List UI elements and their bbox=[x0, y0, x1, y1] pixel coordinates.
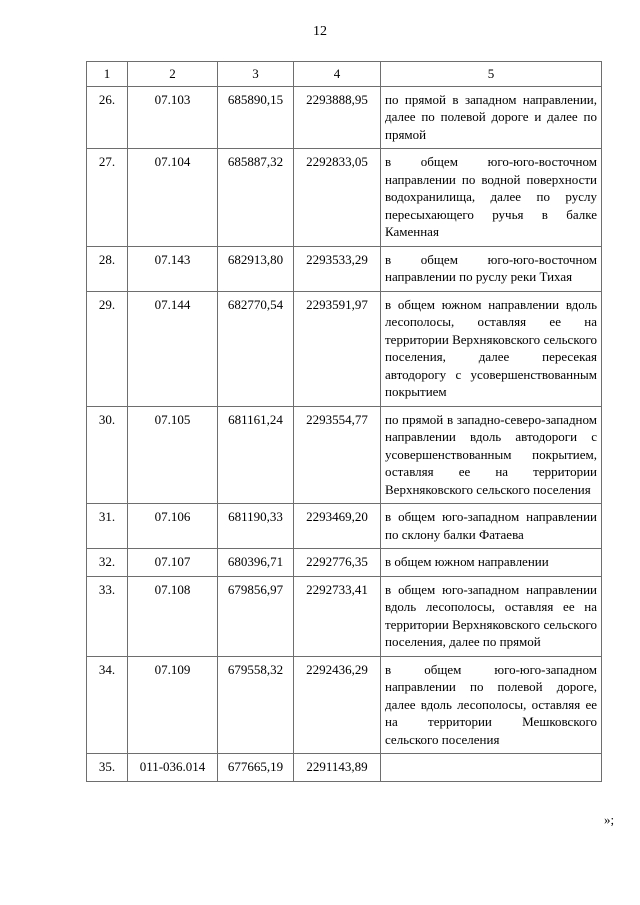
point-id: 011-036.014 bbox=[128, 754, 218, 782]
coordinate-y: 2293469,20 bbox=[294, 504, 381, 549]
coordinate-x: 685887,32 bbox=[218, 149, 294, 247]
coordinate-y: 2293591,97 bbox=[294, 291, 381, 406]
coordinate-y: 2291143,89 bbox=[294, 754, 381, 782]
coordinate-x: 679856,97 bbox=[218, 576, 294, 656]
point-id: 07.105 bbox=[128, 406, 218, 504]
row-number: 33. bbox=[87, 576, 128, 656]
boundary-description: по прямой в западном направлении, далее по полевой дороге и далее по прямой bbox=[381, 86, 602, 149]
closing-quote-mark: »; bbox=[604, 812, 615, 827]
boundary-description: в общем юго-юго-восточном направлении по водной поверхности водохранилища, далее по руслу пересыхающего ручья в балке Каменная bbox=[381, 149, 602, 247]
point-id: 07.103 bbox=[128, 86, 218, 149]
column-header-3: 3 bbox=[218, 62, 294, 87]
table-row bbox=[87, 656, 602, 754]
point-id: 07.107 bbox=[128, 549, 218, 577]
coordinate-x: 685890,15 bbox=[218, 86, 294, 149]
point-id: 07.109 bbox=[128, 656, 218, 754]
column-header-4: 4 bbox=[294, 62, 381, 87]
coordinate-y: 2292436,29 bbox=[294, 656, 381, 754]
row-number: 27. bbox=[87, 149, 128, 247]
column-header-1: 1 bbox=[87, 62, 128, 87]
coordinate-y: 2293554,77 bbox=[294, 406, 381, 504]
coordinate-x: 677665,19 bbox=[218, 754, 294, 782]
boundary-description: в общем южном направлении вдоль лесополосы, оставляя ее на территории Верхняковского сельского поселения, далее пересекая автодорогу с усовершенствованным покрытием bbox=[381, 291, 602, 406]
table-row bbox=[87, 246, 602, 291]
table-row bbox=[87, 549, 602, 577]
coordinate-x: 681190,33 bbox=[218, 504, 294, 549]
column-header-2: 2 bbox=[128, 62, 218, 87]
row-number: 30. bbox=[87, 406, 128, 504]
column-header-5: 5 bbox=[381, 62, 602, 87]
boundary-description: в общем юго-западном направлении вдоль лесополосы, оставляя ее на территории Верхняковского сельского поселения, далее по прямой bbox=[381, 576, 602, 656]
coordinate-x: 682913,80 bbox=[218, 246, 294, 291]
table-row bbox=[87, 86, 602, 149]
row-number: 31. bbox=[87, 504, 128, 549]
coordinate-y: 2292833,05 bbox=[294, 149, 381, 247]
table-row bbox=[87, 754, 602, 782]
table-row bbox=[87, 291, 602, 406]
boundary-description: в общем южном направлении bbox=[381, 549, 602, 577]
coordinate-x: 682770,54 bbox=[218, 291, 294, 406]
point-id: 07.144 bbox=[128, 291, 218, 406]
coordinate-x: 681161,24 bbox=[218, 406, 294, 504]
table-row bbox=[87, 149, 602, 247]
boundary-description: в общем юго-юго-восточном направлении по руслу реки Тихая bbox=[381, 246, 602, 291]
coordinate-y: 2292733,41 bbox=[294, 576, 381, 656]
row-number: 28. bbox=[87, 246, 128, 291]
row-number: 32. bbox=[87, 549, 128, 577]
boundary-description: в общем юго-юго-западном направлении по полевой дороге, далее вдоль лесополосы, оставляя ее на территории Мешковского сельского поселения bbox=[381, 656, 602, 754]
point-id: 07.104 bbox=[128, 149, 218, 247]
boundary-description: по прямой в западно-северо-западном направлении вдоль автодороги с усовершенствованным покрытием, оставляя ее на территории Верхняковского сельского поселения bbox=[381, 406, 602, 504]
row-number: 29. bbox=[87, 291, 128, 406]
row-number: 34. bbox=[87, 656, 128, 754]
boundary-points-table bbox=[86, 61, 602, 782]
table-row bbox=[87, 576, 602, 656]
boundary-description: в общем юго-западном направлении по склону балки Фатаева bbox=[381, 504, 602, 549]
coordinate-y: 2293533,29 bbox=[294, 246, 381, 291]
coordinate-x: 679558,32 bbox=[218, 656, 294, 754]
coordinate-y: 2292776,35 bbox=[294, 549, 381, 577]
table-header-row bbox=[87, 62, 602, 87]
page-number: 12 bbox=[313, 24, 327, 39]
point-id: 07.106 bbox=[128, 504, 218, 549]
table-row bbox=[87, 504, 602, 549]
point-id: 07.143 bbox=[128, 246, 218, 291]
table-row bbox=[87, 406, 602, 504]
row-number: 26. bbox=[87, 86, 128, 149]
boundary-description bbox=[381, 754, 602, 782]
coordinate-y: 2293888,95 bbox=[294, 86, 381, 149]
row-number: 35. bbox=[87, 754, 128, 782]
point-id: 07.108 bbox=[128, 576, 218, 656]
coordinate-x: 680396,71 bbox=[218, 549, 294, 577]
